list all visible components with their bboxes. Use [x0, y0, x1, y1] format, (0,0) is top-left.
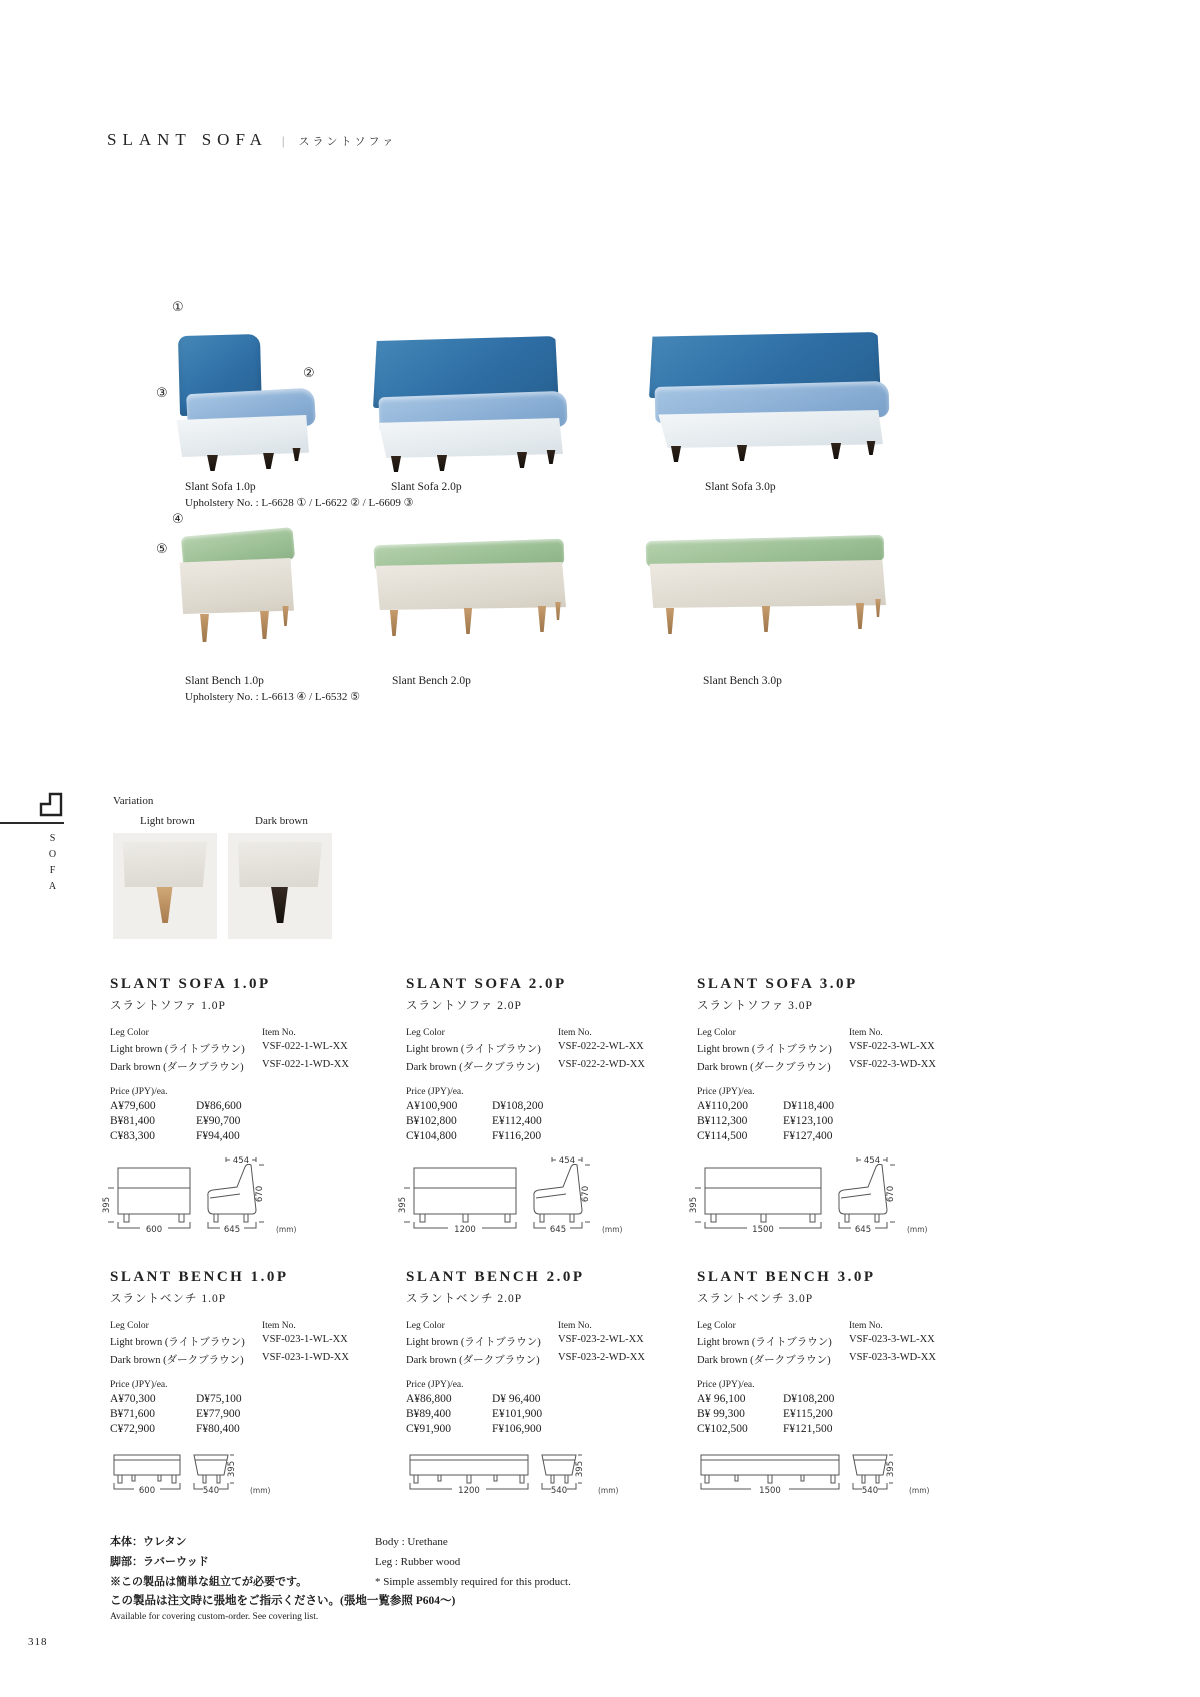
dimension-diagram-bench-2p [396, 1445, 641, 1503]
sofa-leg [205, 455, 220, 471]
price-e: E¥115,200 [783, 1408, 833, 1420]
price-e: E¥90,700 [196, 1115, 241, 1127]
material-body-jp: 本体：ウレタン [110, 1536, 187, 1548]
price-label: Price (JPY)/ea. [406, 1380, 464, 1390]
leg-color-value: Dark brown (ダークブラウン) [406, 1062, 540, 1073]
svg-text:645: 645 [549, 1225, 567, 1235]
item-no-value: VSF-023-3-WL-XX [849, 1334, 935, 1345]
sofa-1p-upholstery-note: Upholstery No. : L-6628 ① / L-6622 ② / L-6609 ③ [185, 497, 414, 509]
leg-color-value: Light brown (ライトブラウン) [406, 1044, 541, 1055]
variation-label: Variation [113, 795, 154, 807]
swatch-sofa-corner [238, 842, 322, 887]
spec-title: SLANT BENCH 3.0P [697, 1269, 876, 1285]
sofa-1p-caption: Slant Sofa 1.0p [185, 481, 256, 493]
price-c: C¥114,500 [697, 1130, 748, 1142]
slant-sofa-3p-photo [643, 322, 895, 472]
leg-color-header: Leg Color [697, 1028, 736, 1038]
sidebar-tab-sofa: SOFA [47, 833, 58, 897]
svg-text:395: 395 [575, 1460, 585, 1478]
price-a: A¥79,600 [110, 1100, 156, 1112]
materials-en [375, 1532, 571, 1592]
price-label: Price (JPY)/ea. [697, 1087, 755, 1097]
item-no-value: VSF-022-2-WD-XX [558, 1059, 645, 1070]
price-f: F¥94,400 [196, 1130, 240, 1142]
sofa-2p-caption: Slant Sofa 2.0p [391, 481, 462, 493]
price-label: Price (JPY)/ea. [406, 1087, 464, 1097]
bench-leg [258, 611, 271, 639]
svg-text:454: 454 [863, 1156, 881, 1166]
svg-text:670: 670 [255, 1185, 265, 1203]
material-leg-en: Leg : Rubber wood [375, 1556, 461, 1568]
svg-text:395: 395 [102, 1196, 112, 1214]
slant-sofa-2p-photo [365, 322, 570, 474]
material-body-en: Body : Urethane [375, 1536, 448, 1548]
svg-text:600: 600 [145, 1225, 163, 1235]
table-row [697, 1041, 959, 1056]
price-f: F¥127,400 [783, 1130, 833, 1142]
price-c: C¥104,800 [406, 1130, 457, 1142]
sofa-base [171, 415, 309, 457]
bench-leg [854, 603, 866, 629]
svg-text:395: 395 [398, 1196, 408, 1214]
leg-color-value: Light brown (ライトブラウン) [697, 1044, 832, 1055]
price-row [406, 1130, 668, 1142]
price-a: A¥ 96,100 [697, 1393, 746, 1405]
price-d: D¥75,100 [196, 1393, 242, 1405]
swatch-sofa-corner [123, 842, 207, 887]
price-row [110, 1423, 372, 1435]
item-no-value: VSF-023-1-WD-XX [262, 1352, 349, 1363]
item-no-header: Item No. [558, 1321, 592, 1331]
spec-slant-sofa-3p [689, 976, 959, 1247]
table-row [406, 1041, 668, 1056]
svg-text:1200: 1200 [454, 1225, 476, 1235]
sofa-leg [435, 455, 449, 471]
leg-color-value: Dark brown (ダークブラウン) [697, 1355, 831, 1366]
svg-text:1500: 1500 [759, 1486, 781, 1496]
svg-text:395: 395 [886, 1460, 896, 1478]
item-no-header: Item No. [558, 1028, 592, 1038]
svg-text:670: 670 [886, 1185, 896, 1203]
covering-note-en: Available for covering custom-order. See covering list. [110, 1612, 319, 1622]
item-no-header: Item No. [849, 1321, 883, 1331]
price-row [406, 1115, 668, 1127]
leg-swatch-light-brown [113, 833, 217, 939]
sofa-leg [735, 445, 749, 461]
svg-text:540: 540 [202, 1486, 220, 1496]
price-row [697, 1130, 959, 1142]
price-f: F¥121,500 [783, 1423, 833, 1435]
price-f: F¥116,200 [492, 1130, 542, 1142]
upholstery-marker-3: ③ [156, 386, 168, 401]
price-label: Price (JPY)/ea. [110, 1380, 168, 1390]
page-title-jp: スラントソファ [298, 136, 397, 148]
spec-title-jp: スラントベンチ 1.0P [110, 1293, 227, 1305]
price-b: B¥102,800 [406, 1115, 457, 1127]
price-f: F¥106,900 [492, 1423, 542, 1435]
item-no-value: VSF-022-2-WL-XX [558, 1041, 644, 1052]
page-header [107, 130, 396, 150]
item-no-header: Item No. [849, 1028, 883, 1038]
price-b: B¥81,400 [110, 1115, 156, 1127]
materials-jp [110, 1532, 307, 1592]
price-d: D¥ 96,400 [492, 1393, 541, 1405]
leg-color-value: Light brown (ライトブラウン) [110, 1044, 245, 1055]
price-e: E¥112,400 [492, 1115, 542, 1127]
bench-leg [388, 610, 400, 636]
bench-3p-caption: Slant Bench 3.0p [703, 675, 782, 687]
price-row [406, 1408, 668, 1420]
price-d: D¥118,400 [783, 1100, 835, 1112]
table-row [406, 1059, 668, 1074]
upholstery-marker-2: ② [303, 366, 315, 381]
svg-text:540: 540 [550, 1486, 568, 1496]
price-e: E¥77,900 [196, 1408, 241, 1420]
price-row [697, 1393, 959, 1405]
slant-bench-2p-photo [366, 536, 572, 658]
title-divider: | [281, 133, 285, 148]
dimension-diagram-bench-1p [100, 1445, 345, 1503]
spec-title: SLANT SOFA 1.0P [110, 976, 271, 992]
price-e: E¥101,900 [492, 1408, 543, 1420]
sofa-leg [669, 446, 683, 462]
svg-text:395: 395 [689, 1196, 699, 1214]
covering-note-jp: この製品は注文時に張地をご指示ください。(張地一覧参照 P604〜) [110, 1595, 456, 1607]
price-row [406, 1423, 668, 1435]
assembly-note-en: * Simple assembly required for this product. [375, 1576, 571, 1588]
svg-text:1200: 1200 [458, 1486, 480, 1496]
svg-text:(mm): (mm) [250, 1486, 271, 1495]
price-c: C¥102,500 [697, 1423, 748, 1435]
price-b: B¥ 99,300 [697, 1408, 745, 1420]
svg-text:645: 645 [854, 1225, 872, 1235]
variation-option-dark-brown-label: Dark brown [255, 815, 308, 827]
spec-slant-bench-2p [406, 1269, 668, 1503]
table-row [406, 1334, 668, 1349]
spec-title: SLANT SOFA 3.0P [697, 976, 858, 992]
leg-color-value: Dark brown (ダークブラウン) [697, 1062, 831, 1073]
svg-text:(mm): (mm) [909, 1486, 930, 1495]
price-row [406, 1393, 668, 1405]
spec-slant-bench-1p [110, 1269, 372, 1503]
sidebar-rule [0, 822, 64, 824]
leg-color-header: Leg Color [406, 1028, 445, 1038]
svg-text:600: 600 [138, 1486, 156, 1496]
svg-text:454: 454 [558, 1156, 576, 1166]
leg-color-table [697, 1321, 959, 1367]
price-row [110, 1408, 372, 1420]
table-row [110, 1334, 372, 1349]
leg-color-header: Leg Color [110, 1321, 149, 1331]
bench-leg [664, 608, 676, 634]
leg-color-header: Leg Color [110, 1028, 149, 1038]
item-no-value: VSF-023-1-WL-XX [262, 1334, 348, 1345]
price-b: B¥112,300 [697, 1115, 748, 1127]
svg-text:(mm): (mm) [598, 1486, 619, 1495]
variation-option-light-brown-label: Light brown [140, 815, 195, 827]
svg-text:645: 645 [223, 1225, 241, 1235]
leg-color-value: Dark brown (ダークブラウン) [406, 1355, 540, 1366]
price-a: A¥86,800 [406, 1393, 452, 1405]
bench-1p-caption: Slant Bench 1.0p [185, 675, 264, 687]
price-row [697, 1408, 959, 1420]
leg-color-value: Light brown (ライトブラウン) [110, 1337, 245, 1348]
spec-title-jp: スラントベンチ 3.0P [697, 1293, 814, 1305]
price-label: Price (JPY)/ea. [697, 1380, 755, 1390]
price-d: D¥108,200 [492, 1100, 544, 1112]
spec-slant-sofa-2p [398, 976, 668, 1247]
leg-color-table [110, 1321, 372, 1367]
price-a: A¥100,900 [406, 1100, 458, 1112]
sofa-base [371, 418, 563, 458]
table-row [697, 1334, 959, 1349]
sofa-section-icon [38, 790, 64, 818]
spec-title: SLANT BENCH 1.0P [110, 1269, 289, 1285]
price-row [110, 1130, 372, 1142]
svg-text:(mm): (mm) [602, 1225, 623, 1234]
price-e: E¥123,100 [783, 1115, 834, 1127]
leg-color-table [697, 1028, 959, 1074]
leg-color-value: Light brown (ライトブラウン) [697, 1337, 832, 1348]
upholstery-marker-4: ④ [172, 512, 184, 527]
svg-text:540: 540 [861, 1486, 879, 1496]
item-no-value: VSF-022-1-WL-XX [262, 1041, 348, 1052]
spec-title-jp: スラントベンチ 2.0P [406, 1293, 523, 1305]
price-d: D¥86,600 [196, 1100, 242, 1112]
spec-title: SLANT BENCH 2.0P [406, 1269, 585, 1285]
price-c: C¥91,900 [406, 1423, 452, 1435]
table-row [110, 1059, 372, 1074]
table-row [697, 1352, 959, 1367]
bench-2p-caption: Slant Bench 2.0p [392, 675, 471, 687]
price-row [697, 1423, 959, 1435]
table-row [110, 1041, 372, 1056]
bench-base [646, 560, 886, 608]
price-c: C¥72,900 [110, 1423, 156, 1435]
price-row [697, 1100, 959, 1112]
price-row [406, 1100, 668, 1112]
dimension-diagram-sofa-3p [687, 1152, 932, 1247]
table-row [697, 1059, 959, 1074]
bench-leg [760, 606, 772, 632]
bench-1p-upholstery-note: Upholstery No. : L-6613 ④ / L-6532 ⑤ [185, 691, 360, 703]
light-brown-leg-sample [154, 887, 175, 923]
leg-color-table [406, 1028, 668, 1074]
svg-text:454: 454 [232, 1156, 250, 1166]
item-no-value: VSF-022-3-WL-XX [849, 1041, 935, 1052]
price-c: C¥83,300 [110, 1130, 156, 1142]
price-b: B¥71,600 [110, 1408, 156, 1420]
spec-slant-sofa-1p [102, 976, 372, 1247]
upholstery-marker-5: ⑤ [156, 542, 168, 557]
item-no-value: VSF-023-2-WD-XX [558, 1352, 645, 1363]
sofa-leg [389, 456, 403, 472]
price-a: A¥110,200 [697, 1100, 749, 1112]
slant-sofa-1p-photo [165, 315, 330, 473]
leg-color-value: Light brown (ライトブラウン) [406, 1337, 541, 1348]
bench-leg [198, 614, 211, 642]
slant-bench-1p-photo [168, 522, 310, 667]
bench-leg [536, 606, 548, 632]
price-f: F¥80,400 [196, 1423, 240, 1435]
leg-color-header: Leg Color [406, 1321, 445, 1331]
item-no-value: VSF-023-2-WL-XX [558, 1334, 644, 1345]
leg-swatch-dark-brown [228, 833, 332, 939]
price-a: A¥70,300 [110, 1393, 156, 1405]
table-row [406, 1352, 668, 1367]
sofa-leg [829, 443, 843, 459]
leg-color-table [110, 1028, 372, 1074]
svg-text:(mm): (mm) [907, 1225, 928, 1234]
leg-color-table [406, 1321, 668, 1367]
bench-base [176, 558, 294, 614]
leg-color-value: Dark brown (ダークブラウン) [110, 1062, 244, 1073]
dimension-diagram-bench-3p [687, 1445, 932, 1503]
spec-title: SLANT SOFA 2.0P [406, 976, 567, 992]
upholstery-marker-1: ① [172, 300, 184, 315]
leg-color-value: Dark brown (ダークブラウン) [110, 1355, 244, 1366]
item-no-value: VSF-022-3-WD-XX [849, 1059, 936, 1070]
price-b: B¥89,400 [406, 1408, 452, 1420]
leg-color-header: Leg Color [697, 1321, 736, 1331]
spec-title-jp: スラントソファ 2.0P [406, 1000, 522, 1012]
item-no-header: Item No. [262, 1321, 296, 1331]
svg-text:670: 670 [581, 1185, 591, 1203]
spec-title-jp: スラントソファ 1.0P [110, 1000, 226, 1012]
item-no-value: VSF-023-3-WD-XX [849, 1352, 936, 1363]
item-no-header: Item No. [262, 1028, 296, 1038]
price-row [110, 1115, 372, 1127]
spec-slant-bench-3p [697, 1269, 959, 1503]
sofa-leg [261, 453, 276, 469]
price-row [697, 1115, 959, 1127]
dark-brown-leg-sample [269, 887, 290, 923]
table-row [110, 1352, 372, 1367]
svg-text:395: 395 [227, 1460, 237, 1478]
price-d: D¥108,200 [783, 1393, 835, 1405]
sofa-base [649, 410, 883, 448]
dimension-diagram-sofa-2p [396, 1152, 641, 1247]
price-label: Price (JPY)/ea. [110, 1087, 168, 1097]
spec-title-jp: スラントソファ 3.0P [697, 1000, 813, 1012]
svg-text:1500: 1500 [752, 1225, 774, 1235]
svg-text:(mm): (mm) [276, 1225, 297, 1234]
dimension-diagram-sofa-1p [100, 1152, 345, 1247]
bench-base [372, 562, 566, 610]
assembly-note-jp: ※この製品は簡単な組立てが必要です。 [110, 1576, 308, 1588]
item-no-value: VSF-022-1-WD-XX [262, 1059, 349, 1070]
page-title: SLANT SOFA [107, 130, 268, 149]
material-leg-jp: 脚部：ラバーウッド [110, 1556, 209, 1568]
sofa-3p-caption: Slant Sofa 3.0p [705, 481, 776, 493]
page-number: 318 [28, 1636, 48, 1648]
bench-leg [462, 608, 474, 634]
price-row [110, 1393, 372, 1405]
price-row [110, 1100, 372, 1112]
slant-bench-3p-photo [640, 532, 892, 656]
